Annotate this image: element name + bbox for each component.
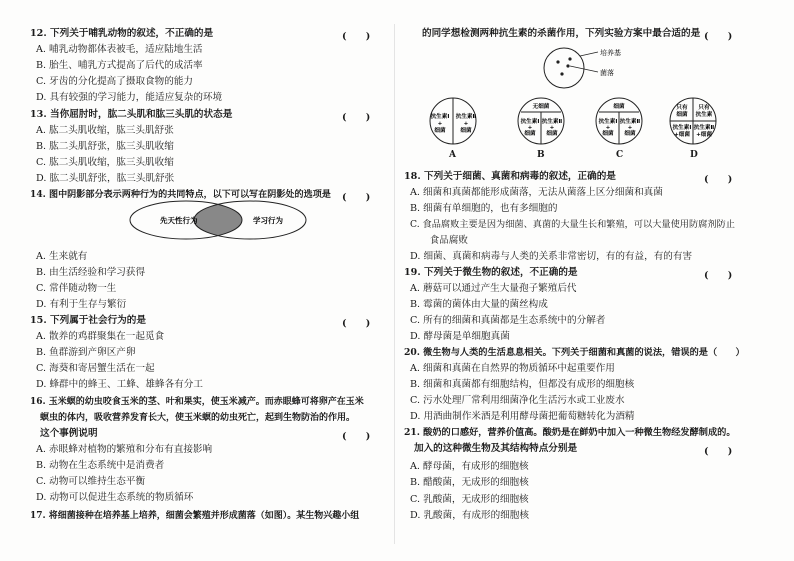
question-18-option-a[interactable]: A. 细菌和真菌都能形成菌落，无法从菌落上区分细菌和真菌 [410, 187, 663, 198]
svg-text:+: + [605, 125, 611, 131]
question-21-option-d[interactable]: D. 乳酸菌，有成形的细胞核 [410, 510, 529, 521]
svg-text:细菌: 细菌 [624, 131, 636, 137]
svg-text:抗生素: 抗生素 [695, 112, 713, 118]
svg-text:抗生素Ⅱ: 抗生素Ⅱ [541, 119, 563, 125]
svg-text:抗生素Ⅰ: 抗生素Ⅰ [430, 114, 450, 120]
column-divider [394, 24, 395, 544]
svg-text:抗生素Ⅱ: 抗生素Ⅱ [455, 114, 477, 120]
colony-dot [556, 60, 559, 63]
question-16-stem-line3: 这个事例说明 [40, 428, 98, 439]
question-20-option-d[interactable]: D. 用酒曲制作米酒是利用酵母菌把葡萄糖转化为酒精 [410, 411, 635, 422]
dish-option-b-letter: B [537, 150, 545, 160]
question-15-option-c[interactable]: C. 海葵和寄居蟹生活在一起 [36, 363, 155, 374]
question-12-stem: 12. 下列关于哺乳动物的叙述，不正确的是 [30, 28, 214, 39]
dish-option-a-letter: A [449, 150, 456, 160]
svg-text:+: + [627, 125, 633, 131]
question-20-stem: 20. 微生物与人类的生活息息相关。下列关于细菌和真菌的说法，错误的是（ ） [404, 347, 745, 358]
dish-option-d[interactable] [668, 96, 718, 146]
question-16-option-c[interactable]: C. 动物可以维持生态平衡 [36, 476, 146, 487]
svg-text:抗生素Ⅱ: 抗生素Ⅱ [693, 125, 715, 131]
culture-dish-figure [540, 44, 630, 92]
question-19-option-d[interactable]: D. 酵母菌是单细胞真菌 [410, 331, 510, 342]
question-15-option-d[interactable]: D. 蜂群中的蜂王、工蜂、雄蜂各有分工 [36, 379, 203, 390]
question-16-option-a[interactable]: A. 赤眼蜂对植物的繁殖和分布有直接影响 [36, 444, 213, 455]
question-18-answer-slot[interactable]: ( ) [704, 174, 733, 185]
dish-option-c[interactable] [594, 96, 644, 146]
question-13-option-a[interactable]: A. 肱二头肌收缩，肱三头肌舒张 [36, 125, 174, 136]
question-13-option-c[interactable]: C. 肱二头肌收缩，肱三头肌收缩 [36, 157, 174, 168]
question-15-option-b[interactable]: B. 鱼群游到产卵区产卵 [36, 347, 136, 358]
question-13-option-b[interactable]: B. 肱二头肌舒张，肱三头肌收缩 [36, 141, 174, 152]
question-18-option-c-cont[interactable]: 食品腐败 [420, 235, 468, 246]
question-16-stem-line2: 螟虫的体内，吸收营养发育长大，使玉米螟的幼虫死亡，起到生物防治的作用。 [40, 413, 356, 423]
svg-text:细菌: 细菌 [613, 104, 625, 110]
question-16-option-d[interactable]: D. 动物可以促进生态系统的物质循环 [36, 492, 194, 503]
question-19-option-c[interactable]: C. 所有的细菌和真菌都是生态系统中的分解者 [410, 315, 606, 326]
question-20-option-b[interactable]: B. 细菌和真菌都有细胞结构，但都没有成形的细胞核 [410, 379, 635, 390]
svg-text:+细菌: +细菌 [674, 132, 690, 138]
svg-text:只有: 只有 [698, 105, 710, 111]
question-17-stem-continued: 的同学想检测两种抗生素的杀菌作用，下列实验方案中最合适的是 [422, 28, 701, 39]
svg-text:抗生素Ⅰ: 抗生素Ⅰ [672, 125, 692, 131]
question-13-stem: 13. 当你屈肘时，肱二头肌和肱三头肌的状态是 [30, 109, 233, 120]
question-15-option-a[interactable]: A. 散养的鸡群聚集在一起觅食 [36, 331, 165, 342]
question-21-answer-slot[interactable]: ( ) [704, 446, 733, 457]
colony-dot [560, 72, 563, 75]
question-21-stem-line1: 21. 酸奶的口感好，营养价值高。酸奶是在鲜奶中加入一种微生物经发酵制成的。 [404, 427, 736, 438]
question-16-answer-slot[interactable]: ( ) [342, 431, 371, 442]
dish-option-b[interactable] [516, 96, 566, 146]
question-20-option-a[interactable]: A. 细菌和真菌在自然界的物质循环中起重要作用 [410, 363, 615, 374]
question-12-option-b[interactable]: B. 胎生、哺乳方式提高了后代的成活率 [36, 60, 203, 71]
svg-text:细菌: 细菌 [460, 128, 472, 134]
question-18-option-d[interactable]: D. 细菌、真菌和病毒与人类的关系非常密切，有的有益，有的有害 [410, 251, 693, 262]
svg-text:抗生素Ⅰ: 抗生素Ⅰ [520, 119, 540, 125]
svg-text:+: + [549, 125, 555, 131]
question-21-stem-line2: 加入的这种微生物及其结构特点分别是 [414, 443, 578, 454]
svg-text:+: + [437, 121, 443, 127]
question-12-option-c[interactable]: C. 牙齿的分化提高了摄取食物的能力 [36, 76, 194, 87]
colony-label: 菌落 [600, 69, 614, 77]
question-14-option-b[interactable]: B. 由生活经验和学习获得 [36, 267, 146, 278]
question-16-option-b[interactable]: B. 动物在生态系统中是消费者 [36, 460, 165, 471]
svg-text:细菌: 细菌 [602, 131, 614, 137]
question-12-option-a[interactable]: A. 哺乳动物都体表被毛，适应陆地生活 [36, 44, 203, 55]
question-19-answer-slot[interactable]: ( ) [704, 270, 733, 281]
svg-text:抗生素Ⅰ: 抗生素Ⅰ [598, 119, 618, 125]
question-12-option-d[interactable]: D. 具有较强的学习能力，能适应复杂的环境 [36, 92, 223, 103]
venn-right-label: 学习行为 [253, 216, 283, 225]
medium-pointer-line [580, 52, 598, 56]
svg-text:+: + [463, 121, 469, 127]
svg-text:抗生素Ⅱ: 抗生素Ⅱ [619, 119, 641, 125]
question-15-answer-slot[interactable]: ( ) [342, 318, 371, 329]
dish-option-c-letter: C [616, 150, 624, 160]
question-14-option-d[interactable]: D. 有利于生存与繁衍 [36, 299, 127, 310]
question-14-stem: 14. 图中阴影部分表示两种行为的共同特点，以下可以写在阴影处的选项是 [30, 189, 331, 200]
question-21-option-b[interactable]: B. 醋酸菌，无成形的细胞核 [410, 477, 529, 488]
question-21-option-c[interactable]: C. 乳酸菌，无成形的细胞核 [410, 494, 529, 505]
svg-text:只有: 只有 [676, 105, 688, 111]
question-20-option-c[interactable]: C. 污水处理厂常利用细菌净化生活污水或工业废水 [410, 395, 625, 406]
colony-dot [568, 57, 571, 60]
question-18-stem: 18. 下列关于细菌、真菌和病毒的叙述，正确的是 [404, 171, 616, 182]
venn-diagram [128, 198, 308, 242]
question-12-answer-slot[interactable]: ( ) [342, 31, 371, 42]
venn-left-label: 先天性行为 [160, 216, 198, 225]
question-14-option-c[interactable]: C. 常伴随动物一生 [36, 283, 117, 294]
colony-dot [566, 64, 569, 67]
question-17-answer-slot[interactable]: ( ) [704, 31, 733, 42]
question-15-stem: 15. 下列属于社会行为的是 [30, 315, 146, 326]
svg-text:+: + [527, 125, 533, 131]
svg-text:细菌: 细菌 [676, 112, 688, 118]
question-17-stem: 17. 将细菌接种在培养基上培养，细菌会繁殖并形成菌落（如图）。某生物兴趣小组 [30, 511, 360, 521]
medium-label: 培养基 [600, 49, 621, 57]
svg-text:细菌: 细菌 [524, 131, 536, 137]
question-13-option-d[interactable]: D. 肱二头肌舒张，肱三头肌舒张 [36, 173, 175, 184]
question-14-answer-slot[interactable]: ( ) [342, 192, 371, 203]
question-16-stem-line1: 16. 玉米螟的幼虫咬食玉米的茎、叶和果实，使玉米减产。而赤眼蜂可将卵产在玉米 [30, 397, 364, 407]
question-13-answer-slot[interactable]: ( ) [342, 112, 371, 123]
question-19-option-b[interactable]: B. 霉菌的菌体由大量的菌丝构成 [410, 299, 548, 310]
svg-text:+细菌: +细菌 [696, 132, 712, 138]
question-19-stem: 19. 下列关于微生物的叙述，不正确的是 [404, 267, 578, 278]
dish-option-a[interactable] [428, 96, 478, 146]
question-21-option-a[interactable]: A. 酵母菌，有成形的细胞核 [410, 461, 529, 472]
question-19-option-a[interactable]: A. 蘑菇可以通过产生大量孢子繁殖后代 [410, 283, 577, 294]
question-14-option-a[interactable]: A. 生来就有 [36, 251, 88, 262]
question-18-option-b[interactable]: B. 细菌有单细胞的，也有多细胞的 [410, 203, 558, 214]
svg-text:细菌: 细菌 [434, 128, 446, 134]
question-18-option-c[interactable]: C. 食品腐败主要是因为细菌、真菌的大量生长和繁殖，可以大量使用防腐剂防止 [410, 219, 735, 230]
svg-text:细菌: 细菌 [546, 131, 558, 137]
svg-text:无细菌: 无细菌 [532, 104, 550, 110]
dish-option-d-letter: D [690, 150, 698, 160]
